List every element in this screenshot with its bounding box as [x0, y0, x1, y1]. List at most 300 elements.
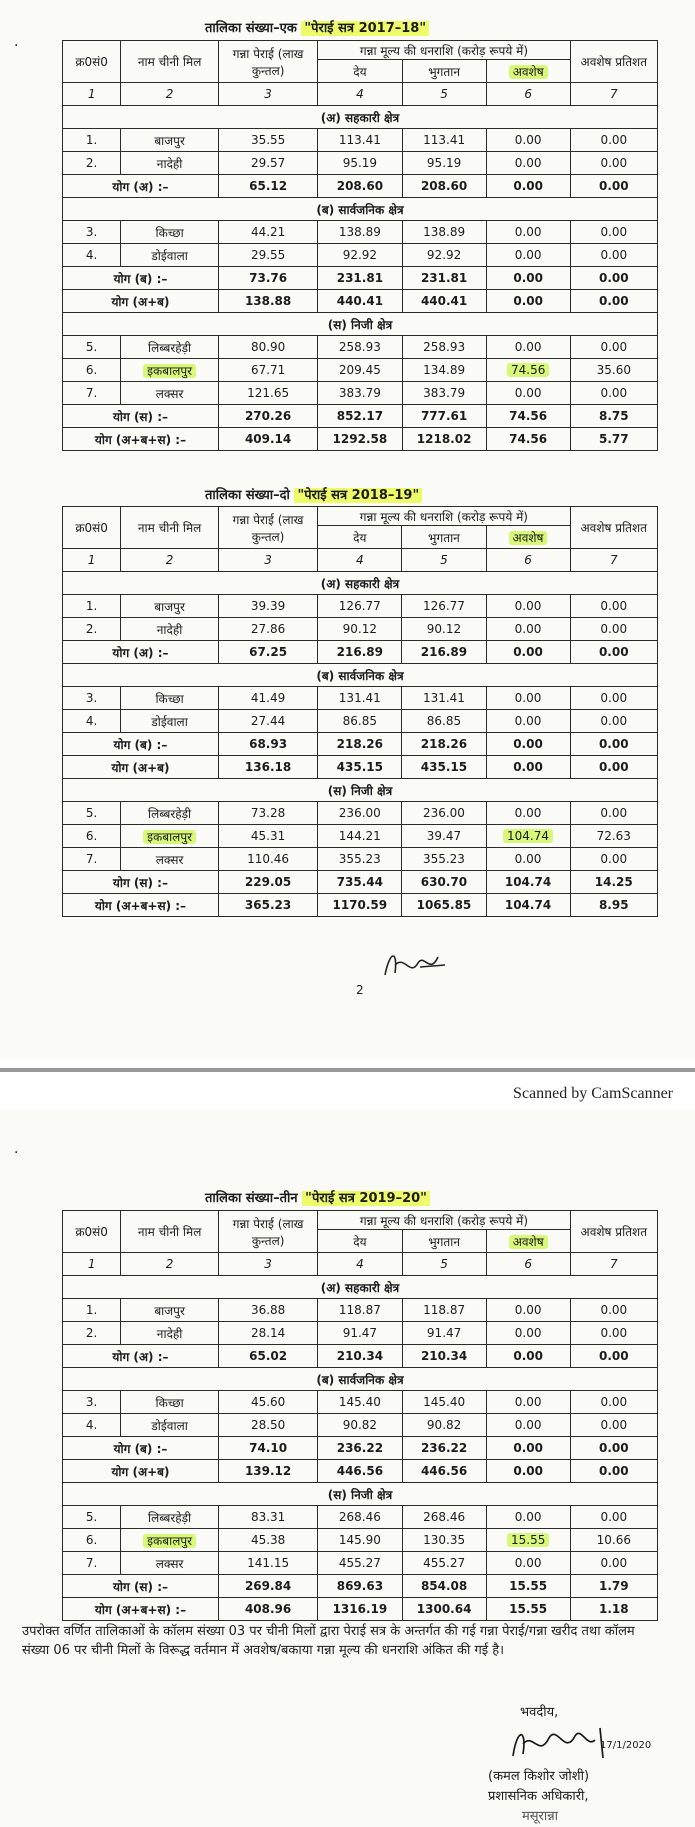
mill-name: बाजपुर — [121, 595, 219, 618]
total-label: योग (अ+ब) — [63, 756, 219, 779]
payable-value: 90.82 — [318, 1414, 402, 1437]
balance-value — [486, 1529, 570, 1552]
signature-initials — [380, 945, 450, 985]
section-header-row — [63, 1483, 658, 1506]
payable-value: 145.40 — [318, 1391, 402, 1414]
balance-value: 0.00 — [486, 710, 570, 733]
crush-value: 121.65 — [218, 382, 317, 405]
sector-label: (अ) सहकारी क्षेत्र — [63, 572, 658, 595]
crush-value: 80.90 — [218, 336, 317, 359]
total-balance: 0.00 — [486, 1437, 570, 1460]
column-index-cell: 4 — [318, 83, 402, 106]
mill-name: नादेही — [121, 618, 219, 641]
table-row — [63, 1529, 658, 1552]
total-paid: 630.70 — [402, 871, 486, 894]
total-payable: 869.63 — [318, 1575, 402, 1598]
balance-value: 0.00 — [486, 152, 570, 175]
total-row — [63, 641, 658, 664]
row-number: 2. — [63, 618, 121, 641]
total-label: योग (अ+ब+स) :– — [63, 428, 219, 451]
balance-value: 0.00 — [486, 802, 570, 825]
total-paid: 1300.64 — [402, 1598, 486, 1621]
column-index-cell: 6 — [486, 83, 570, 106]
table-1-title — [205, 18, 429, 36]
total-pct: 1.79 — [570, 1575, 657, 1598]
total-crush: 68.93 — [218, 733, 317, 756]
payable-value: 131.41 — [318, 687, 402, 710]
total-crush: 408.96 — [218, 1598, 317, 1621]
total-pct: 0.00 — [570, 1345, 657, 1368]
balance-value: 0.00 — [486, 382, 570, 405]
total-pct: 0.00 — [570, 1437, 657, 1460]
total-payable: 1170.59 — [318, 894, 402, 917]
crush-value: 83.31 — [218, 1506, 317, 1529]
total-balance: 0.00 — [486, 267, 570, 290]
payable-value: 118.87 — [318, 1299, 402, 1322]
payable-value: 91.47 — [318, 1322, 402, 1345]
pct-value: 0.00 — [570, 244, 657, 267]
row-number: 6. — [63, 825, 121, 848]
pct-value: 0.00 — [570, 382, 657, 405]
column-index-row — [63, 549, 658, 572]
total-payable: 440.41 — [318, 290, 402, 313]
payable-value: 95.19 — [318, 152, 402, 175]
balance-value: 0.00 — [486, 1552, 570, 1575]
pct-value: 0.00 — [570, 1322, 657, 1345]
table-row — [63, 221, 658, 244]
total-payable: 210.34 — [318, 1345, 402, 1368]
column-index-cell: 4 — [318, 549, 402, 572]
table-2-title — [205, 485, 422, 503]
total-row — [63, 756, 658, 779]
mill-name: लिब्बरहेड़ी — [121, 336, 219, 359]
row-number: 6. — [63, 359, 121, 382]
mill-name: किच्छा — [121, 1391, 219, 1414]
paid-value: 138.89 — [402, 221, 486, 244]
total-label: योग (ब) :– — [63, 733, 219, 756]
table-row — [63, 825, 658, 848]
balance-value: 0.00 — [486, 687, 570, 710]
total-row — [63, 290, 658, 313]
table-row — [63, 1322, 658, 1345]
section-header-row — [63, 313, 658, 336]
total-row — [63, 405, 658, 428]
column-index-cell: 7 — [570, 1253, 657, 1276]
section-header-row — [63, 106, 658, 129]
col-header-crush: गन्ना पेराई (लाख कुन्तल) — [218, 41, 317, 83]
total-balance: 15.55 — [486, 1598, 570, 1621]
column-index-cell: 2 — [121, 549, 219, 572]
total-label: योग (ब) :– — [63, 267, 219, 290]
total-balance: 0.00 — [486, 1460, 570, 1483]
column-index-cell: 2 — [121, 1253, 219, 1276]
row-number: 1. — [63, 129, 121, 152]
paid-value: 113.41 — [402, 129, 486, 152]
pct-value: 0.00 — [570, 595, 657, 618]
table-row — [63, 687, 658, 710]
payable-value: 258.93 — [318, 336, 402, 359]
total-pct: 5.77 — [570, 428, 657, 451]
highlighted-text: 104.74 — [503, 829, 553, 843]
section-header-row — [63, 572, 658, 595]
total-paid: 777.61 — [402, 405, 486, 428]
col-header-paid: भुगतान — [402, 1230, 486, 1253]
total-balance: 104.74 — [486, 894, 570, 917]
total-label: योग (अ+ब) — [63, 290, 219, 313]
column-index-cell: 1 — [63, 549, 121, 572]
row-number: 2. — [63, 1322, 121, 1345]
crush-value: 36.88 — [218, 1299, 317, 1322]
table-row — [63, 1299, 658, 1322]
paid-value: 145.40 — [402, 1391, 486, 1414]
payable-value: 355.23 — [318, 848, 402, 871]
header-row — [63, 1211, 658, 1230]
table-3-title — [205, 1188, 430, 1206]
col-header-balance — [486, 60, 570, 83]
mill-name: नादेही — [121, 152, 219, 175]
payable-value: 113.41 — [318, 129, 402, 152]
total-paid: 1065.85 — [402, 894, 486, 917]
crush-value: 44.21 — [218, 221, 317, 244]
paid-value: 258.93 — [402, 336, 486, 359]
total-balance: 0.00 — [486, 175, 570, 198]
mill-name: डोईवाला — [121, 1414, 219, 1437]
column-index-cell: 5 — [402, 83, 486, 106]
total-label: योग (अ+ब+स) :– — [63, 1598, 219, 1621]
payable-value: 383.79 — [318, 382, 402, 405]
table-row — [63, 802, 658, 825]
column-index-cell: 4 — [318, 1253, 402, 1276]
col-header-mill-name: नाम चीनी मिल — [121, 507, 219, 549]
total-payable: 231.81 — [318, 267, 402, 290]
total-paid: 208.60 — [402, 175, 486, 198]
total-payable: 735.44 — [318, 871, 402, 894]
total-row — [63, 1460, 658, 1483]
paid-value: 130.35 — [402, 1529, 486, 1552]
table-row — [63, 359, 658, 382]
balance-header-highlight: अवशेष — [509, 65, 548, 79]
paid-value: 118.87 — [402, 1299, 486, 1322]
col-header-sno: क्र0सं0 — [63, 41, 121, 83]
paid-value: 86.85 — [402, 710, 486, 733]
closing-salutation: भवदीय, — [520, 1705, 559, 1720]
pct-value: 0.00 — [570, 1552, 657, 1575]
total-pct: 0.00 — [570, 267, 657, 290]
pct-value: 0.00 — [570, 129, 657, 152]
closing-note: उपरोक्त वर्णित तालिकाओं के कॉलम संख्या 03 पर चीनी मिलों द्वारा पेराई सत्र के अन्तर्गत की गई गन्ना पेराई/गन्ना खरीद तथा कॉलम संख्या 06 पर चीनी मिलों के विरूद्ध वर्तमान में अवशेष/बकाया गन्ना मूल्य की धनराशि अंकित की गई है। — [22, 1624, 635, 1658]
col-header-sno: क्र0सं0 — [63, 507, 121, 549]
table-title-session: "पेराई सत्र 2019–20" — [302, 1191, 430, 1206]
table-title-prefix: तालिका संख्या–एक — [205, 21, 297, 36]
row-number: 7. — [63, 382, 121, 405]
highlighted-text: 74.56 — [507, 363, 549, 377]
col-header-balance — [486, 1230, 570, 1253]
signatory-name: (कमल किशोर जोशी) — [488, 1769, 590, 1784]
pct-value: 35.60 — [570, 359, 657, 382]
payable-value: 455.27 — [318, 1552, 402, 1575]
pct-value: 0.00 — [570, 152, 657, 175]
pct-value: 0.00 — [570, 802, 657, 825]
table-title-prefix: तालिका संख्या–तीन — [205, 1191, 298, 1206]
total-label: योग (स) :– — [63, 871, 219, 894]
pct-value: 0.00 — [570, 1506, 657, 1529]
total-pct: 0.00 — [570, 1460, 657, 1483]
balance-value — [486, 825, 570, 848]
total-payable: 1292.58 — [318, 428, 402, 451]
col-header-pct: अवशेष प्रतिशत — [570, 1211, 657, 1253]
highlighted-text: 15.55 — [507, 1533, 549, 1547]
col-header-paid: भुगतान — [402, 526, 486, 549]
col-header-crush: गन्ना पेराई (लाख कुन्तल) — [218, 507, 317, 549]
col-header-balance — [486, 526, 570, 549]
table-title-prefix: तालिका संख्या–दो — [205, 488, 290, 503]
row-number: 5. — [63, 802, 121, 825]
paid-value: 92.92 — [402, 244, 486, 267]
paid-value: 134.89 — [402, 359, 486, 382]
total-balance: 0.00 — [486, 1345, 570, 1368]
paid-value: 455.27 — [402, 1552, 486, 1575]
total-crush: 136.18 — [218, 756, 317, 779]
column-index-row — [63, 83, 658, 106]
payable-value: 145.90 — [318, 1529, 402, 1552]
table-2 — [62, 506, 658, 917]
col-header-mill-name: नाम चीनी मिल — [121, 41, 219, 83]
total-payable: 216.89 — [318, 641, 402, 664]
table-row — [63, 1552, 658, 1575]
mill-name: लिब्बरहेड़ी — [121, 1506, 219, 1529]
payable-value: 236.00 — [318, 802, 402, 825]
table-1 — [62, 40, 658, 451]
col-header-mill-name: नाम चीनी मिल — [121, 1211, 219, 1253]
crush-value: 73.28 — [218, 802, 317, 825]
total-pct: 0.00 — [570, 756, 657, 779]
sector-label: (स) निजी क्षेत्र — [63, 1483, 658, 1506]
total-crush: 67.25 — [218, 641, 317, 664]
total-row — [63, 267, 658, 290]
total-label: योग (ब) :– — [63, 1437, 219, 1460]
total-payable: 208.60 — [318, 175, 402, 198]
total-row — [63, 428, 658, 451]
margin-mark: · — [14, 1145, 19, 1161]
table-row — [63, 595, 658, 618]
row-number: 2. — [63, 152, 121, 175]
total-balance: 0.00 — [486, 641, 570, 664]
row-number: 6. — [63, 1529, 121, 1552]
total-balance: 0.00 — [486, 290, 570, 313]
balance-value: 0.00 — [486, 336, 570, 359]
table-title-session: "पेराई सत्र 2018–19" — [294, 488, 422, 503]
paid-value: 95.19 — [402, 152, 486, 175]
balance-value — [486, 359, 570, 382]
balance-value: 0.00 — [486, 1322, 570, 1345]
crush-value: 39.39 — [218, 595, 317, 618]
total-label: योग (अ+ब) — [63, 1460, 219, 1483]
table-row — [63, 618, 658, 641]
sector-label: (ब) सार्वजनिक क्षेत्र — [63, 1368, 658, 1391]
total-pct: 8.95 — [570, 894, 657, 917]
pct-value: 0.00 — [570, 1391, 657, 1414]
paid-value: 268.46 — [402, 1506, 486, 1529]
total-payable: 1316.19 — [318, 1598, 402, 1621]
payable-value: 268.46 — [318, 1506, 402, 1529]
total-payable: 446.56 — [318, 1460, 402, 1483]
balance-value: 0.00 — [486, 221, 570, 244]
paid-value: 90.12 — [402, 618, 486, 641]
crush-value: 35.55 — [218, 129, 317, 152]
paid-value: 91.47 — [402, 1322, 486, 1345]
col-header-amount-group: गन्ना मूल्य की धनराशि (करोड़ रूपये में) — [318, 507, 570, 526]
balance-header-highlight: अवशेष — [509, 531, 548, 545]
column-index-cell: 7 — [570, 83, 657, 106]
sector-label: (ब) सार्वजनिक क्षेत्र — [63, 664, 658, 687]
row-number: 5. — [63, 1506, 121, 1529]
total-crush: 409.14 — [218, 428, 317, 451]
total-balance: 0.00 — [486, 733, 570, 756]
column-index-cell: 6 — [486, 549, 570, 572]
balance-value: 0.00 — [486, 1391, 570, 1414]
header-row — [63, 507, 658, 526]
paid-value: 355.23 — [402, 848, 486, 871]
crush-value: 27.86 — [218, 618, 317, 641]
total-pct: 0.00 — [570, 641, 657, 664]
column-index-cell: 6 — [486, 1253, 570, 1276]
total-crush: 365.23 — [218, 894, 317, 917]
balance-value: 0.00 — [486, 595, 570, 618]
payable-value: 92.92 — [318, 244, 402, 267]
sector-label: (अ) सहकारी क्षेत्र — [63, 1276, 658, 1299]
total-paid: 1218.02 — [402, 428, 486, 451]
pct-value: 0.00 — [570, 1414, 657, 1437]
total-payable: 218.26 — [318, 733, 402, 756]
table-row — [63, 382, 658, 405]
mill-name: डोईवाला — [121, 244, 219, 267]
table-row — [63, 710, 658, 733]
pct-value: 0.00 — [570, 618, 657, 641]
total-label: योग (स) :– — [63, 405, 219, 428]
total-label: योग (अ) :– — [63, 641, 219, 664]
column-index-cell: 5 — [402, 549, 486, 572]
paid-value: 383.79 — [402, 382, 486, 405]
total-pct: 0.00 — [570, 733, 657, 756]
mill-name: लक्सर — [121, 1552, 219, 1575]
table-row — [63, 1391, 658, 1414]
sector-label: (ब) सार्वजनिक क्षेत्र — [63, 198, 658, 221]
paid-value: 131.41 — [402, 687, 486, 710]
balance-value: 0.00 — [486, 1414, 570, 1437]
mill-name: बाजपुर — [121, 129, 219, 152]
total-crush: 65.12 — [218, 175, 317, 198]
col-header-paid: भुगतान — [402, 60, 486, 83]
total-crush: 270.26 — [218, 405, 317, 428]
column-index-cell: 7 — [570, 549, 657, 572]
total-balance: 74.56 — [486, 405, 570, 428]
pct-value: 0.00 — [570, 1299, 657, 1322]
row-number: 7. — [63, 1552, 121, 1575]
highlighted-text: इकबालपुर — [143, 364, 196, 378]
total-paid: 236.22 — [402, 1437, 486, 1460]
total-crush: 73.76 — [218, 267, 317, 290]
col-header-payable: देय — [318, 1230, 402, 1253]
crush-value: 141.15 — [218, 1552, 317, 1575]
total-row — [63, 1345, 658, 1368]
crush-value: 67.71 — [218, 359, 317, 382]
crush-value: 45.60 — [218, 1391, 317, 1414]
balance-value: 0.00 — [486, 618, 570, 641]
row-number: 1. — [63, 1299, 121, 1322]
total-crush: 65.02 — [218, 1345, 317, 1368]
signatory-place: मसूरान्ना — [522, 1809, 559, 1824]
table-row — [63, 1506, 658, 1529]
signature-date: 17/1/2020 — [600, 1740, 652, 1751]
total-label: योग (अ) :– — [63, 175, 219, 198]
balance-value: 0.00 — [486, 1506, 570, 1529]
col-header-crush: गन्ना पेराई (लाख कुन्तल) — [218, 1211, 317, 1253]
balance-value: 0.00 — [486, 244, 570, 267]
crush-value: 41.49 — [218, 687, 317, 710]
row-number: 4. — [63, 1414, 121, 1437]
total-balance: 74.56 — [486, 428, 570, 451]
payable-value: 126.77 — [318, 595, 402, 618]
total-row — [63, 1575, 658, 1598]
crush-value: 28.50 — [218, 1414, 317, 1437]
total-payable: 435.15 — [318, 756, 402, 779]
total-row — [63, 871, 658, 894]
pct-value: 0.00 — [570, 710, 657, 733]
margin-mark: · — [14, 38, 19, 54]
column-index-cell: 3 — [218, 549, 317, 572]
mill-name: लक्सर — [121, 382, 219, 405]
total-paid: 435.15 — [402, 756, 486, 779]
total-paid: 446.56 — [402, 1460, 486, 1483]
scanned-by-label: Scanned by CamScanner — [513, 1085, 673, 1102]
column-index-row — [63, 1253, 658, 1276]
table-row — [63, 244, 658, 267]
crush-value: 29.57 — [218, 152, 317, 175]
total-label: योग (अ) :– — [63, 1345, 219, 1368]
row-number: 7. — [63, 848, 121, 871]
total-crush: 229.05 — [218, 871, 317, 894]
header-row — [63, 41, 658, 60]
total-crush: 74.10 — [218, 1437, 317, 1460]
column-index-cell: 2 — [121, 83, 219, 106]
crush-value: 110.46 — [218, 848, 317, 871]
total-payable: 236.22 — [318, 1437, 402, 1460]
section-header-row — [63, 779, 658, 802]
total-balance: 0.00 — [486, 756, 570, 779]
total-pct: 0.00 — [570, 290, 657, 313]
signatory-designation: प्रशासनिक अधिकारी, — [488, 1789, 589, 1804]
pct-value: 0.00 — [570, 221, 657, 244]
highlighted-text: इकबालपुर — [143, 830, 196, 844]
payable-value: 209.45 — [318, 359, 402, 382]
total-row — [63, 733, 658, 756]
table-3 — [62, 1210, 658, 1621]
pct-value: 0.00 — [570, 687, 657, 710]
col-header-amount-group: गन्ना मूल्य की धनराशि (करोड़ रूपये में) — [318, 41, 570, 60]
mill-name: लक्सर — [121, 848, 219, 871]
col-header-payable: देय — [318, 526, 402, 549]
mill-name: लिब्बरहेड़ी — [121, 802, 219, 825]
total-paid: 440.41 — [402, 290, 486, 313]
total-crush: 139.12 — [218, 1460, 317, 1483]
table-row — [63, 152, 658, 175]
paid-value: 39.47 — [402, 825, 486, 848]
total-pct: 1.18 — [570, 1598, 657, 1621]
row-number: 3. — [63, 221, 121, 244]
total-paid: 231.81 — [402, 267, 486, 290]
balance-value: 0.00 — [486, 129, 570, 152]
table-title-session: "पेराई सत्र 2017–18" — [301, 21, 429, 36]
